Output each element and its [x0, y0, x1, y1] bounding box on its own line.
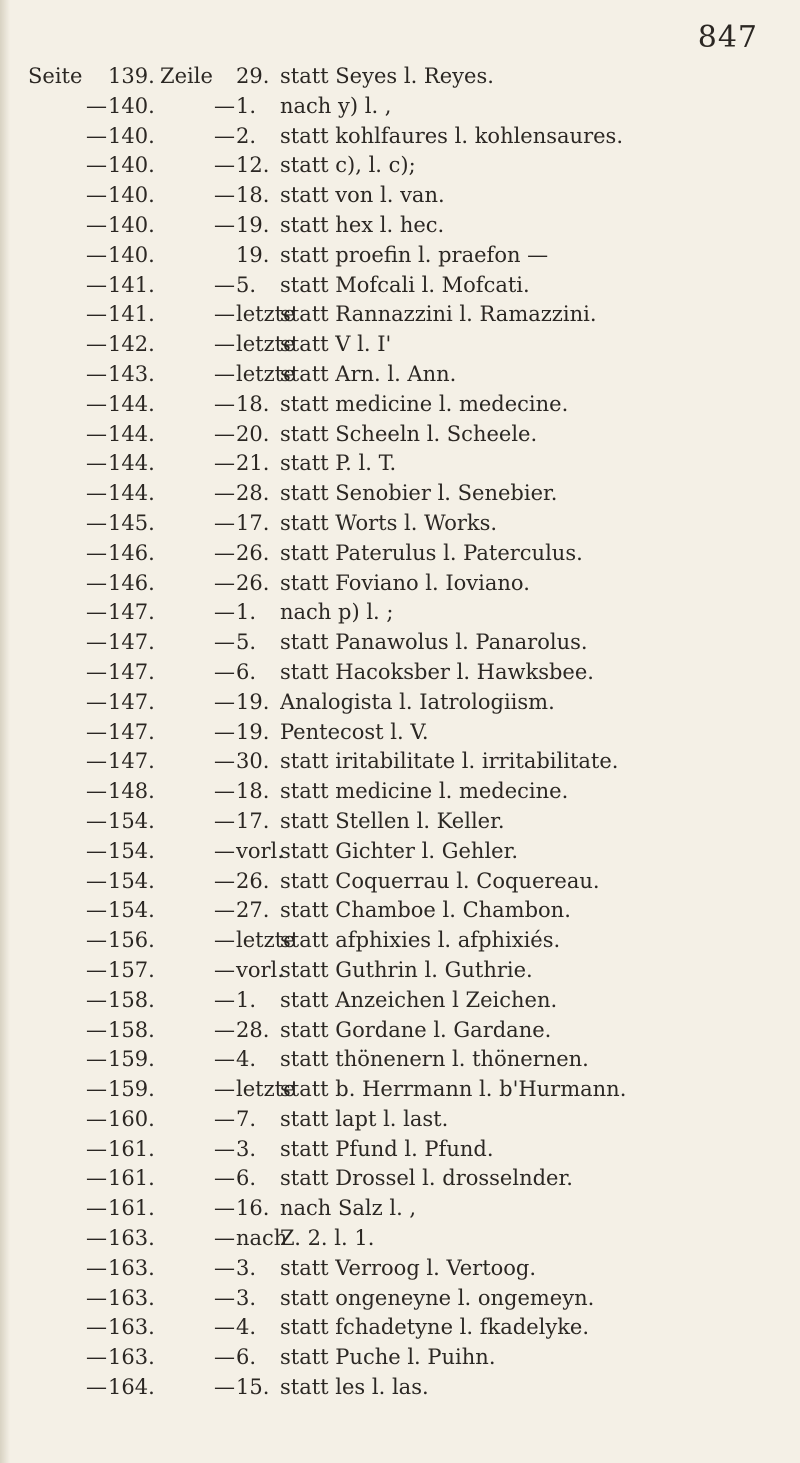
ditto-dash: — [214, 779, 235, 804]
ditto-dash: — [86, 183, 107, 208]
correction-text: statt medicine l. medecine. [280, 391, 569, 416]
correction-text: statt Panawolus l. Panarolus. [280, 630, 588, 655]
correction-text: statt Scheeln l. Scheele. [280, 421, 538, 446]
ditto-dash: — [86, 749, 107, 774]
ditto-dash: — [214, 332, 235, 357]
correction-text: statt les l. las. [280, 1375, 429, 1400]
errata-row [28, 598, 748, 628]
correction-text: statt Senobier l. Senebier. [280, 481, 558, 506]
ditto-dash: — [214, 1047, 235, 1072]
page-ref: 158. [108, 1017, 155, 1042]
errata-row [28, 1135, 748, 1165]
ditto-dash: — [214, 1077, 235, 1102]
ditto-dash: — [214, 212, 235, 237]
errata-row [28, 628, 748, 658]
errata-row [28, 569, 748, 599]
ditto-dash: — [86, 1047, 107, 1072]
ditto-dash: — [86, 1196, 107, 1221]
ditto-dash: — [86, 898, 107, 923]
ditto-dash: — [214, 421, 235, 446]
page-ref: 160. [108, 1106, 155, 1131]
ditto-dash: — [86, 1017, 107, 1042]
correction-text: statt Gichter l. Gehler. [280, 838, 518, 863]
line-ref: 15. [236, 1375, 270, 1400]
page-ref: 144. [108, 451, 155, 476]
line-ref: 19. [236, 242, 270, 267]
zeile-label: Zeile [160, 64, 213, 88]
ditto-dash: — [86, 570, 107, 595]
line-ref: 3. [236, 1285, 257, 1310]
ditto-dash: — [214, 868, 235, 893]
line-ref: 19. [236, 719, 270, 744]
correction-text: statt Worts l. Works. [280, 510, 498, 535]
correction-text: nach Salz l. , [280, 1196, 417, 1221]
page-ref: 144. [108, 481, 155, 506]
line-ref: 6. [236, 1166, 257, 1191]
page-ref: 148. [108, 779, 155, 804]
ditto-dash: — [86, 630, 107, 655]
ditto-dash: — [214, 1285, 235, 1310]
correction-text: statt Mofcali l. Mofcati. [280, 272, 530, 297]
line-ref: 27. [236, 898, 270, 923]
ditto-dash: — [86, 1077, 107, 1102]
line-ref: 3. [236, 1136, 257, 1161]
page-ref: 140. [108, 212, 155, 237]
errata-row [28, 181, 748, 211]
errata-row [28, 539, 748, 569]
errata-row [28, 1016, 748, 1046]
errata-row [28, 658, 748, 688]
correction-text: statt Seyes l. Reyes. [280, 64, 494, 88]
ditto-dash: — [214, 570, 235, 595]
page-ref: 158. [108, 987, 155, 1012]
ditto-dash: — [86, 302, 107, 327]
ditto-dash: — [214, 898, 235, 923]
ditto-dash: — [86, 451, 107, 476]
correction-text: statt P. l. T. [280, 451, 397, 476]
line-ref: 6. [236, 1345, 257, 1370]
line-ref: 18. [236, 391, 270, 416]
errata-row [28, 807, 748, 837]
ditto-dash: — [214, 659, 235, 684]
correction-text: statt medicine l. medecine. [280, 779, 569, 804]
ditto-dash: — [86, 212, 107, 237]
page-ref: 144. [108, 391, 155, 416]
ditto-dash: — [214, 719, 235, 744]
errata-row [28, 1313, 748, 1343]
correction-text: statt b. Herrmann l. b'Hurmann. [280, 1077, 627, 1102]
ditto-dash: — [86, 868, 107, 893]
correction-text: statt kohlfaures l. kohlensaures. [280, 123, 624, 148]
page-ref: 147. [108, 689, 155, 714]
page-ref: 147. [108, 659, 155, 684]
errata-row [28, 1373, 748, 1403]
errata-row [28, 449, 748, 479]
ditto-dash: — [214, 1166, 235, 1191]
correction-text: statt Anzeichen l Zeichen. [280, 987, 558, 1012]
correction-text: statt Foviano l. Ioviano. [280, 570, 530, 595]
page-number: 847 [697, 20, 758, 55]
line-ref: 1. [236, 987, 257, 1012]
line-ref: 18. [236, 779, 270, 804]
line-ref: 26. [236, 540, 270, 565]
page-ref: 159. [108, 1047, 155, 1072]
errata-row [28, 1164, 748, 1194]
page-ref: 140. [108, 93, 155, 118]
ditto-dash: — [86, 719, 107, 744]
correction-text: statt V l. I' [280, 332, 392, 357]
ditto-dash: — [86, 1345, 107, 1370]
errata-row [28, 420, 748, 450]
ditto-dash: — [86, 421, 107, 446]
correction-text: statt Coquerrau l. Coquereau. [280, 868, 600, 893]
line-ref: 3. [236, 1255, 257, 1280]
ditto-dash: — [214, 510, 235, 535]
correction-text: statt afphixies l. afphixiés. [280, 928, 561, 953]
ditto-dash: — [214, 1196, 235, 1221]
page-ref: 147. [108, 600, 155, 625]
ditto-dash: — [86, 391, 107, 416]
line-ref: 28. [236, 481, 270, 506]
ditto-dash: — [214, 600, 235, 625]
ditto-dash: — [214, 749, 235, 774]
ditto-dash: — [214, 1345, 235, 1370]
page-ref: 154. [108, 808, 155, 833]
page-ref: 147. [108, 719, 155, 744]
line-ref: 17. [236, 510, 270, 535]
ditto-dash: — [214, 1106, 235, 1131]
ditto-dash: — [214, 481, 235, 506]
ditto-dash: — [214, 361, 235, 386]
ditto-dash: — [214, 93, 235, 118]
line-ref: 29. [236, 64, 270, 88]
correction-text: statt Puche l. Puihn. [280, 1345, 496, 1370]
page-ref: 144. [108, 421, 155, 446]
ditto-dash: — [86, 540, 107, 565]
correction-text: statt thönenern l. thönernen. [280, 1047, 589, 1072]
correction-text: Pentecost l. V. [280, 719, 429, 744]
correction-text: Analogista l. Iatrologiism. [280, 689, 555, 714]
ditto-dash: — [86, 928, 107, 953]
ditto-dash: — [86, 1315, 107, 1340]
line-ref: 5. [236, 630, 257, 655]
ditto-dash: — [86, 1106, 107, 1131]
ditto-dash: — [214, 391, 235, 416]
line-ref: 12. [236, 153, 270, 178]
line-ref: letzte [236, 332, 296, 357]
errata-row [28, 896, 748, 926]
line-ref: 30. [236, 749, 270, 774]
ditto-dash: — [86, 600, 107, 625]
correction-text: statt c), l. c); [280, 153, 416, 178]
errata-row [28, 122, 748, 152]
errata-row [28, 300, 748, 330]
ditto-dash: — [86, 153, 107, 178]
correction-text: Z. 2. l. 1. [280, 1226, 375, 1251]
page-ref: 140. [108, 183, 155, 208]
errata-row [28, 1075, 748, 1105]
ditto-dash: — [214, 987, 235, 1012]
ditto-dash: — [214, 808, 235, 833]
page-ref: 163. [108, 1285, 155, 1310]
ditto-dash: — [214, 957, 235, 982]
correction-text: statt proefin l. praefon — [280, 242, 549, 267]
errata-row [28, 688, 748, 718]
errata-row [28, 330, 748, 360]
ditto-dash: — [214, 838, 235, 863]
line-ref: 16. [236, 1196, 270, 1221]
line-ref: 19. [236, 212, 270, 237]
ditto-dash: — [86, 1255, 107, 1280]
ditto-dash: — [86, 242, 107, 267]
line-ref: 1. [236, 93, 257, 118]
page-ref: 139. [108, 64, 155, 88]
page-ref: 154. [108, 898, 155, 923]
errata-row [28, 1284, 748, 1314]
line-ref: 5. [236, 272, 257, 297]
correction-text: statt Hacoksber l. Hawksbee. [280, 659, 594, 684]
ditto-dash: — [214, 630, 235, 655]
ditto-dash: — [86, 361, 107, 386]
errata-row [28, 986, 748, 1016]
page-ref: 154. [108, 838, 155, 863]
ditto-dash: — [214, 153, 235, 178]
correction-text: statt Rannazzini l. Ramazzini. [280, 302, 597, 327]
ditto-dash: — [86, 272, 107, 297]
line-ref: letzte [236, 928, 296, 953]
seite-label: Seite [28, 64, 83, 88]
ditto-dash: — [214, 183, 235, 208]
errata-row [28, 718, 748, 748]
page-ref: 163. [108, 1315, 155, 1340]
errata-row [28, 1194, 748, 1224]
ditto-dash: — [86, 1285, 107, 1310]
page-ref: 157. [108, 957, 155, 982]
line-ref: 19. [236, 689, 270, 714]
errata-row [28, 509, 748, 539]
correction-text: nach p) l. ; [280, 600, 394, 625]
correction-text: statt Drossel l. drosselnder. [280, 1166, 573, 1191]
errata-row [28, 1254, 748, 1284]
ditto-dash: — [86, 1375, 107, 1400]
line-ref: 17. [236, 808, 270, 833]
page-ref: 159. [108, 1077, 155, 1102]
line-ref: 26. [236, 570, 270, 595]
ditto-dash: — [86, 481, 107, 506]
line-ref: vorl. [236, 957, 284, 982]
ditto-dash: — [86, 779, 107, 804]
page-ref: 161. [108, 1166, 155, 1191]
line-ref: 4. [236, 1047, 257, 1072]
page-ref: 141. [108, 272, 155, 297]
correction-text: statt Paterulus l. Paterculus. [280, 540, 583, 565]
errata-row [28, 1105, 748, 1135]
page-ref: 147. [108, 749, 155, 774]
page-edge-stain [0, 0, 10, 1463]
ditto-dash: — [214, 1315, 235, 1340]
page-ref: 145. [108, 510, 155, 535]
ditto-dash: — [214, 540, 235, 565]
line-ref: 2. [236, 123, 257, 148]
correction-text: statt ongeneyne l. ongemeyn. [280, 1285, 595, 1310]
page-ref: 142. [108, 332, 155, 357]
errata-row [28, 62, 748, 92]
errata-row [28, 867, 748, 897]
ditto-dash: — [86, 1166, 107, 1191]
line-ref: nach [236, 1226, 288, 1251]
line-ref: 21. [236, 451, 270, 476]
correction-text: statt Pfund l. Pfund. [280, 1136, 494, 1161]
correction-text: statt Arn. l. Ann. [280, 361, 457, 386]
line-ref: letzte [236, 361, 296, 386]
ditto-dash: — [214, 272, 235, 297]
page-ref: 146. [108, 570, 155, 595]
line-ref: 20. [236, 421, 270, 446]
errata-row [28, 92, 748, 122]
errata-list [28, 62, 748, 1403]
correction-text: statt Guthrin l. Guthrie. [280, 957, 533, 982]
page-ref: 146. [108, 540, 155, 565]
page-ref: 140. [108, 153, 155, 178]
errata-row [28, 1224, 748, 1254]
ditto-dash: — [86, 332, 107, 357]
line-ref: 28. [236, 1017, 270, 1042]
correction-text: nach y) l. , [280, 93, 392, 118]
correction-text: statt Stellen l. Keller. [280, 808, 505, 833]
errata-row [28, 956, 748, 986]
errata-row [28, 271, 748, 301]
errata-row [28, 479, 748, 509]
page-ref: 163. [108, 1226, 155, 1251]
errata-row [28, 1343, 748, 1373]
line-ref: letzte [236, 302, 296, 327]
errata-row [28, 241, 748, 271]
page-ref: 154. [108, 868, 155, 893]
correction-text: statt Verroog l. Vertoog. [280, 1255, 537, 1280]
correction-text: statt iritabilitate l. irritabilitate. [280, 749, 619, 774]
correction-text: statt Chamboe l. Chambon. [280, 898, 571, 923]
ditto-dash: — [214, 928, 235, 953]
ditto-dash: — [86, 987, 107, 1012]
errata-row [28, 151, 748, 181]
page-ref: 147. [108, 630, 155, 655]
ditto-dash: — [86, 689, 107, 714]
page-ref: 140. [108, 242, 155, 267]
correction-text: statt lapt l. last. [280, 1106, 449, 1131]
correction-text: statt Gordane l. Gardane. [280, 1017, 552, 1042]
line-ref: letzte [236, 1077, 296, 1102]
ditto-dash: — [86, 93, 107, 118]
line-ref: vorl. [236, 838, 284, 863]
correction-text: statt hex l. hec. [280, 212, 445, 237]
ditto-dash: — [86, 1226, 107, 1251]
line-ref: 7. [236, 1106, 257, 1131]
errata-row [28, 837, 748, 867]
page-ref: 141. [108, 302, 155, 327]
ditto-dash: — [214, 1375, 235, 1400]
line-ref: 4. [236, 1315, 257, 1340]
page-ref: 164. [108, 1375, 155, 1400]
errata-row [28, 747, 748, 777]
line-ref: 26. [236, 868, 270, 893]
ditto-dash: — [86, 808, 107, 833]
ditto-dash: — [214, 689, 235, 714]
ditto-dash: — [86, 659, 107, 684]
ditto-dash: — [214, 1226, 235, 1251]
correction-text: statt fchadetyne l. fkadelyke. [280, 1315, 590, 1340]
correction-text: statt von l. van. [280, 183, 445, 208]
ditto-dash: — [86, 510, 107, 535]
ditto-dash: — [86, 957, 107, 982]
page-ref: 143. [108, 361, 155, 386]
ditto-dash: — [214, 123, 235, 148]
ditto-dash: — [214, 1017, 235, 1042]
line-ref: 1. [236, 600, 257, 625]
ditto-dash: — [214, 451, 235, 476]
ditto-dash: — [214, 1255, 235, 1280]
errata-row [28, 777, 748, 807]
page-ref: 163. [108, 1345, 155, 1370]
ditto-dash: — [86, 1136, 107, 1161]
ditto-dash: — [86, 123, 107, 148]
errata-row [28, 390, 748, 420]
ditto-dash: — [214, 302, 235, 327]
line-ref: 6. [236, 659, 257, 684]
errata-row [28, 1045, 748, 1075]
errata-row [28, 926, 748, 956]
errata-row [28, 211, 748, 241]
line-ref: 18. [236, 183, 270, 208]
page-ref: 161. [108, 1196, 155, 1221]
page-ref: 156. [108, 928, 155, 953]
errata-row [28, 360, 748, 390]
page-ref: 163. [108, 1255, 155, 1280]
ditto-dash: — [86, 838, 107, 863]
page-ref: 161. [108, 1136, 155, 1161]
ditto-dash: — [214, 1136, 235, 1161]
page-ref: 140. [108, 123, 155, 148]
